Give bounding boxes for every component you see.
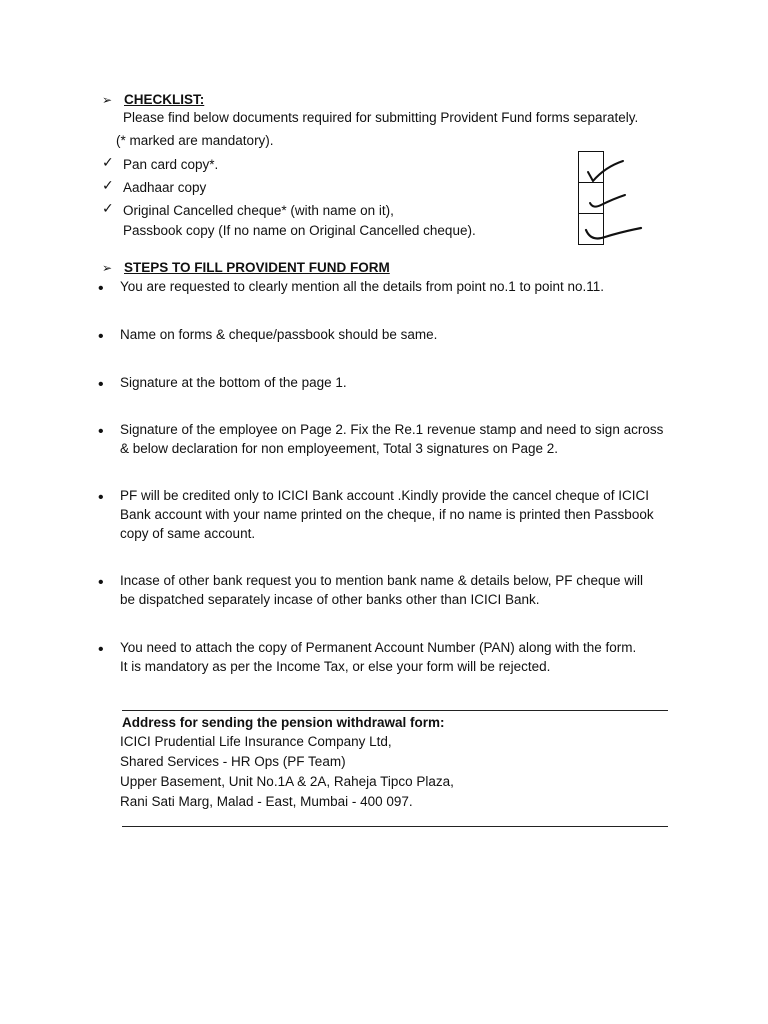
divider-top [122,710,668,711]
bullet-icon: • [98,423,104,440]
step-item-continued: copy of same account. [120,526,256,541]
step-item-continued: & below declaration for non employeement, Total 3 signatures on Page 2. [120,441,559,456]
checklist-item-aadhaar: Aadhaar copy [123,180,207,195]
checklist-arrow-icon: ➢ [102,93,113,107]
step-item-continued: It is mandatory as per the Income Tax, or else your form will be rejected. [120,659,551,674]
step-item: Signature of the employee on Page 2. Fix the Re.1 revenue stamp and need to sign across [120,422,664,437]
step-item-continued: Bank account with your name printed on the cheque, if no name is printed then Passbook [120,507,654,522]
bullet-icon: • [98,489,104,506]
step-item: You are requested to clearly mention all the details from point no.1 to point no.11. [120,279,605,294]
checklist-heading: CHECKLIST: [124,92,205,107]
steps-heading: STEPS TO FILL PROVIDENT FUND FORM [124,260,390,275]
bullet-icon: • [98,280,104,297]
check-icon: ✓ [102,178,114,194]
check-icon: ✓ [102,201,114,217]
checklist-note: (* marked are mandatory). [116,133,274,148]
checklist-item-pan: Pan card copy*. [123,157,219,172]
checklist-item-passbook: Passbook copy (If no name on Original Cancelled cheque). [123,223,476,238]
bullet-icon: • [98,574,104,591]
address-line: ICICI Prudential Life Insurance Company Ltd, [120,734,392,749]
handwritten-ticks-icon [575,145,655,250]
address-line: Rani Sati Marg, Malad - East, Mumbai - 400 097. [120,794,413,809]
checklist-intro: Please find below documents required for submitting Provident Fund forms separately. [123,110,639,125]
check-icon: ✓ [102,155,114,171]
bullet-icon: • [98,328,104,345]
steps-arrow-icon: ➢ [102,261,113,275]
step-item-continued: be dispatched separately incase of other banks other than ICICI Bank. [120,592,540,607]
step-item: You need to attach the copy of Permanent Account Number (PAN) along with the form. [120,640,637,655]
step-item: Name on forms & cheque/passbook should be same. [120,327,438,342]
divider-bottom [122,826,668,827]
address-line: Upper Basement, Unit No.1A & 2A, Raheja Tipco Plaza, [120,774,454,789]
address-line: Shared Services - HR Ops (PF Team) [120,754,346,769]
address-heading: Address for sending the pension withdrawal form: [122,715,445,730]
step-item: PF will be credited only to ICICI Bank account .Kindly provide the cancel cheque of ICICI [120,488,650,503]
step-item: Signature at the bottom of the page 1. [120,375,347,390]
bullet-icon: • [98,376,104,393]
checklist-item-cheque: Original Cancelled cheque* (with name on it), [123,203,394,218]
step-item: Incase of other bank request you to mention bank name & details below, PF cheque will [120,573,644,588]
bullet-icon: • [98,641,104,658]
